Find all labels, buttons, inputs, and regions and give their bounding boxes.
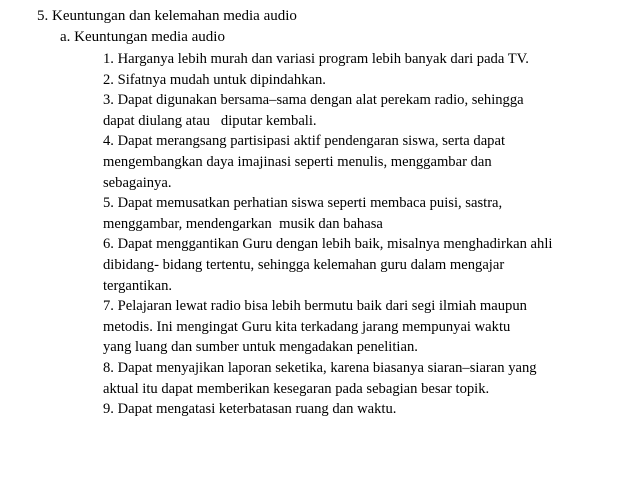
list-item-line: dibidang- bidang tertentu, sehingga kelemahan guru dalam mengajar (103, 256, 505, 273)
list-item (103, 358, 613, 399)
advantages-list (103, 49, 613, 420)
list-item-line: tergantikan. (103, 277, 173, 294)
list-item-line: yang luang dan sumber untuk mengadakan penelitian. (103, 339, 418, 356)
section-heading: 5. Keuntungan dan kelemahan media audio (37, 8, 297, 24)
list-item-line: 4. Dapat merangsang partisipasi aktif pendengaran siswa, serta dapat (103, 133, 505, 150)
list-item-line: 8. Dapat menyajikan laporan seketika, karena biasanya siaran–siaran yang (103, 359, 537, 376)
list-item-line: menggambar, mendengarkan musik dan bahasa (103, 215, 383, 232)
list-item (103, 131, 613, 193)
list-item (103, 399, 613, 420)
subsection-heading: a. Keuntungan media audio (60, 29, 225, 45)
list-item-line: metodis. Ini mengingat Guru kita terkadang jarang mempunyai waktu (103, 318, 511, 335)
list-item (103, 49, 613, 70)
list-item (103, 296, 613, 358)
list-item-line: 7. Pelajaran lewat radio bisa lebih bermutu baik dari segi ilmiah maupun (103, 298, 527, 315)
list-item-line: mengembangkan daya imajinasi seperti menulis, menggambar dan (103, 153, 492, 170)
list-item (103, 193, 613, 234)
list-item-line: 1. Harganya lebih murah dan variasi program lebih banyak dari pada TV. (103, 51, 529, 67)
list-item-line: 9. Dapat mengatasi keterbatasan ruang dan waktu. (103, 401, 397, 418)
list-item (103, 234, 613, 296)
list-item-line: 6. Dapat menggantikan Guru dengan lebih baik, misalnya menghadirkan ahli (103, 236, 553, 253)
list-item-line: aktual itu dapat memberikan kesegaran pada sebagian besar topik. (103, 380, 490, 397)
list-item-line: 3. Dapat digunakan bersama–sama dengan alat perekam radio, sehingga (103, 92, 524, 109)
list-item-line: 5. Dapat memusatkan perhatian siswa seperti membaca puisi, sastra, (103, 195, 503, 212)
list-item-line: dapat diulang atau diputar kembali. (103, 112, 317, 129)
list-item (103, 90, 613, 131)
list-item-line: sebagainya. (103, 174, 172, 191)
list-item (103, 70, 613, 91)
list-item-line: 2. Sifatnya mudah untuk dipindahkan. (103, 71, 326, 88)
